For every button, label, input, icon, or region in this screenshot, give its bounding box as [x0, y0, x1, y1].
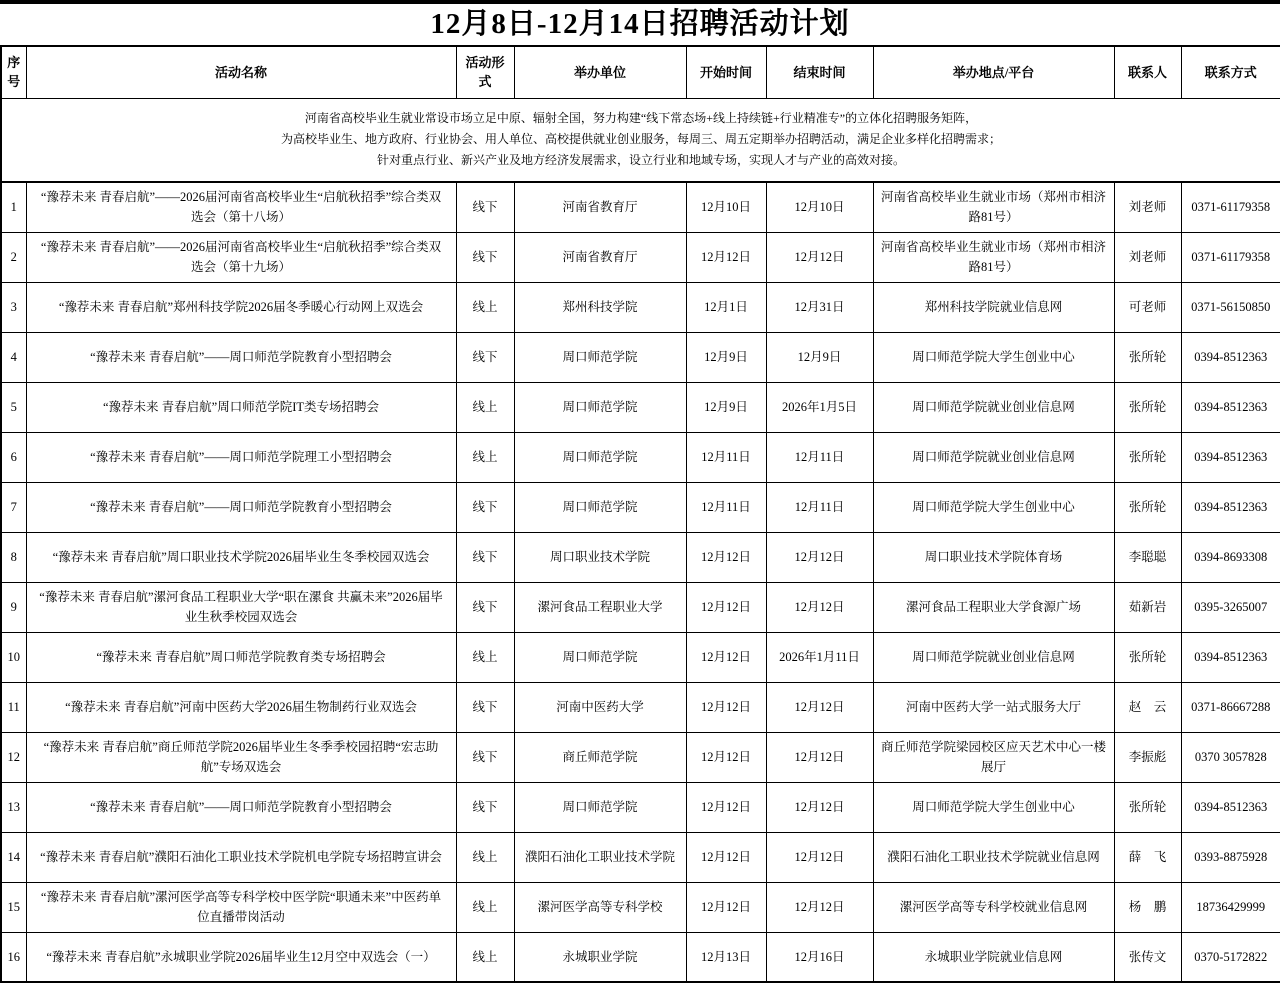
- cell-contact-phone: 0394-8512363: [1181, 632, 1280, 682]
- cell-activity-form: 线下: [456, 682, 514, 732]
- cell-activity-form: 线上: [456, 882, 514, 932]
- cell-activity-form: 线下: [456, 182, 514, 232]
- cell-serial-number: 2: [1, 232, 26, 282]
- cell-contact-phone: 0371-56150850: [1181, 282, 1280, 332]
- column-header-location: 举办地点/平台: [873, 46, 1114, 98]
- cell-start-time: 12月11日: [686, 482, 766, 532]
- cell-contact-person: 李振彪: [1114, 732, 1181, 782]
- table-row: [1, 582, 1280, 632]
- cell-contact-phone: 18736429999: [1181, 882, 1280, 932]
- table-row: [1, 732, 1280, 782]
- cell-organizer: 河南省教育厅: [514, 182, 686, 232]
- cell-contact-phone: 0394-8512363: [1181, 432, 1280, 482]
- cell-location-platform: 漯河医学高等专科学校就业信息网: [873, 882, 1114, 932]
- cell-location-platform: 商丘师范学院梁园校区应天艺术中心一楼展厅: [873, 732, 1114, 782]
- cell-activity-form: 线下: [456, 232, 514, 282]
- column-header-contact: 联系人: [1114, 46, 1181, 98]
- cell-activity-name: “豫荐未来 青春启航”濮阳石油化工职业技术学院机电学院专场招聘宣讲会: [26, 832, 456, 882]
- cell-end-time: 12月12日: [766, 782, 873, 832]
- cell-activity-form: 线下: [456, 532, 514, 582]
- cell-serial-number: 1: [1, 182, 26, 232]
- header-row: [1, 46, 1280, 98]
- cell-activity-form: 线上: [456, 632, 514, 682]
- column-header-activity-name: 活动名称: [26, 46, 456, 98]
- cell-start-time: 12月12日: [686, 682, 766, 732]
- table-row: [1, 782, 1280, 832]
- cell-contact-person: 刘老师: [1114, 232, 1181, 282]
- cell-contact-person: 茹新岩: [1114, 582, 1181, 632]
- cell-end-time: 12月12日: [766, 582, 873, 632]
- cell-location-platform: 漯河食品工程职业大学食源广场: [873, 582, 1114, 632]
- cell-serial-number: 5: [1, 382, 26, 432]
- cell-contact-person: 李聪聪: [1114, 532, 1181, 582]
- cell-start-time: 12月12日: [686, 732, 766, 782]
- table-row: [1, 832, 1280, 882]
- cell-contact-person: 张传文: [1114, 932, 1181, 982]
- cell-organizer: 周口师范学院: [514, 332, 686, 382]
- cell-organizer: 濮阳石油化工职业技术学院: [514, 832, 686, 882]
- cell-end-time: 12月12日: [766, 532, 873, 582]
- cell-contact-phone: 0394-8512363: [1181, 332, 1280, 382]
- cell-contact-person: 张所轮: [1114, 432, 1181, 482]
- cell-activity-name: “豫荐未来 青春启航”——周口师范学院教育小型招聘会: [26, 332, 456, 382]
- intro-line-2: 为高校毕业生、地方政府、行业协会、用人单位、高校提供就业创业服务，每周三、周五定期举办招聘活动，满足企业多样化招聘需求；: [280, 132, 1001, 147]
- schedule-table: [0, 45, 1280, 983]
- cell-organizer: 周口师范学院: [514, 632, 686, 682]
- cell-end-time: 12月12日: [766, 232, 873, 282]
- cell-serial-number: 6: [1, 432, 26, 482]
- table-row: [1, 232, 1280, 282]
- cell-contact-phone: 0371-61179358: [1181, 182, 1280, 232]
- cell-contact-phone: 0370 3057828: [1181, 732, 1280, 782]
- cell-activity-form: 线下: [456, 782, 514, 832]
- table-row: [1, 682, 1280, 732]
- cell-contact-person: 张所轮: [1114, 782, 1181, 832]
- cell-start-time: 12月12日: [686, 582, 766, 632]
- table-row: [1, 432, 1280, 482]
- cell-activity-name: “豫荐未来 青春启航”——周口师范学院教育小型招聘会: [26, 482, 456, 532]
- cell-contact-phone: 0394-8693308: [1181, 532, 1280, 582]
- cell-activity-name: “豫荐未来 青春启航”——2026届河南省高校毕业生“启航秋招季”综合类双选会（第十九场）: [26, 232, 456, 282]
- cell-serial-number: 8: [1, 532, 26, 582]
- cell-location-platform: 河南省高校毕业生就业市场（郑州市相济路81号）: [873, 232, 1114, 282]
- cell-end-time: 12月11日: [766, 432, 873, 482]
- table-row: [1, 282, 1280, 332]
- cell-end-time: 12月10日: [766, 182, 873, 232]
- cell-location-platform: 周口师范学院就业创业信息网: [873, 382, 1114, 432]
- cell-end-time: 12月16日: [766, 932, 873, 982]
- cell-serial-number: 10: [1, 632, 26, 682]
- cell-activity-form: 线下: [456, 332, 514, 382]
- cell-location-platform: 周口师范学院大学生创业中心: [873, 332, 1114, 382]
- intro-cell: [1, 98, 1280, 182]
- cell-end-time: 2026年1月11日: [766, 632, 873, 682]
- cell-location-platform: 周口职业技术学院体育场: [873, 532, 1114, 582]
- cell-organizer: 河南中医药大学: [514, 682, 686, 732]
- cell-organizer: 周口师范学院: [514, 382, 686, 432]
- cell-serial-number: 16: [1, 932, 26, 982]
- cell-contact-phone: 0394-8512363: [1181, 382, 1280, 432]
- cell-end-time: 12月12日: [766, 882, 873, 932]
- cell-serial-number: 7: [1, 482, 26, 532]
- cell-end-time: 12月12日: [766, 732, 873, 782]
- cell-organizer: 漯河食品工程职业大学: [514, 582, 686, 632]
- column-header-phone: 联系方式: [1181, 46, 1280, 98]
- cell-organizer: 漯河医学高等专科学校: [514, 882, 686, 932]
- cell-activity-name: “豫荐未来 青春启航”——周口师范学院理工小型招聘会: [26, 432, 456, 482]
- cell-activity-form: 线上: [456, 432, 514, 482]
- cell-end-time: 12月11日: [766, 482, 873, 532]
- page-title: 12月8日-12月14日招聘活动计划: [430, 8, 850, 40]
- cell-start-time: 12月10日: [686, 182, 766, 232]
- cell-serial-number: 4: [1, 332, 26, 382]
- cell-contact-phone: 0371-86667288: [1181, 682, 1280, 732]
- cell-contact-phone: 0395-3265007: [1181, 582, 1280, 632]
- cell-activity-form: 线上: [456, 382, 514, 432]
- cell-activity-name: “豫荐未来 青春启航”——2026届河南省高校毕业生“启航秋招季”综合类双选会（第十八场）: [26, 182, 456, 232]
- column-header-organizer: 举办单位: [514, 46, 686, 98]
- cell-location-platform: 周口师范学院大学生创业中心: [873, 782, 1114, 832]
- column-header-start-time: 开始时间: [686, 46, 766, 98]
- table-row: [1, 882, 1280, 932]
- cell-serial-number: 3: [1, 282, 26, 332]
- cell-activity-name: “豫荐未来 青春启航”周口职业技术学院2026届毕业生冬季校园双选会: [26, 532, 456, 582]
- cell-organizer: 周口师范学院: [514, 482, 686, 532]
- cell-activity-name: “豫荐未来 青春启航”河南中医药大学2026届生物制药行业双选会: [26, 682, 456, 732]
- cell-contact-phone: 0370-5172822: [1181, 932, 1280, 982]
- cell-end-time: 12月31日: [766, 282, 873, 332]
- cell-start-time: 12月13日: [686, 932, 766, 982]
- cell-location-platform: 周口师范学院就业创业信息网: [873, 432, 1114, 482]
- cell-activity-form: 线下: [456, 482, 514, 532]
- cell-activity-form: 线上: [456, 282, 514, 332]
- cell-organizer: 周口师范学院: [514, 782, 686, 832]
- cell-start-time: 12月9日: [686, 332, 766, 382]
- cell-start-time: 12月12日: [686, 632, 766, 682]
- cell-start-time: 12月1日: [686, 282, 766, 332]
- column-header-end-time: 结束时间: [766, 46, 873, 98]
- cell-start-time: 12月12日: [686, 232, 766, 282]
- cell-serial-number: 13: [1, 782, 26, 832]
- cell-contact-phone: 0371-61179358: [1181, 232, 1280, 282]
- cell-contact-person: 张所轮: [1114, 382, 1181, 432]
- cell-start-time: 12月9日: [686, 382, 766, 432]
- cell-start-time: 12月12日: [686, 882, 766, 932]
- cell-organizer: 周口师范学院: [514, 432, 686, 482]
- cell-organizer: 河南省教育厅: [514, 232, 686, 282]
- cell-contact-phone: 0394-8512363: [1181, 782, 1280, 832]
- cell-serial-number: 11: [1, 682, 26, 732]
- cell-end-time: 2026年1月5日: [766, 382, 873, 432]
- table-row: [1, 182, 1280, 232]
- cell-location-platform: 河南省高校毕业生就业市场（郑州市相济路81号）: [873, 182, 1114, 232]
- cell-contact-person: 可老师: [1114, 282, 1181, 332]
- cell-location-platform: 郑州科技学院就业信息网: [873, 282, 1114, 332]
- cell-contact-person: 刘老师: [1114, 182, 1181, 232]
- cell-contact-phone: 0393-8875928: [1181, 832, 1280, 882]
- cell-end-time: 12月9日: [766, 332, 873, 382]
- cell-contact-person: 张所轮: [1114, 632, 1181, 682]
- cell-contact-person: 张所轮: [1114, 482, 1181, 532]
- cell-activity-name: “豫荐未来 青春启航”永城职业学院2026届毕业生12月空中双选会（一）: [26, 932, 456, 982]
- cell-activity-form: 线下: [456, 732, 514, 782]
- cell-activity-name: “豫荐未来 青春启航”——周口师范学院教育小型招聘会: [26, 782, 456, 832]
- cell-end-time: 12月12日: [766, 682, 873, 732]
- cell-location-platform: 河南中医药大学一站式服务大厅: [873, 682, 1114, 732]
- intro-line-3: 针对重点行业、新兴产业及地方经济发展需求，设立行业和地域专场，实现人才与产业的高效对接。: [376, 153, 905, 168]
- cell-activity-name: “豫荐未来 青春启航”郑州科技学院2026届冬季暖心行动网上双选会: [26, 282, 456, 332]
- intro-row: [1, 98, 1280, 182]
- intro-line-1: 河南省高校毕业生就业常设市场立足中原、辐射全国，努力构建“线下常态场+线上持续链+行业精准专”的立体化招聘服务矩阵，: [304, 111, 978, 126]
- cell-activity-name: “豫荐未来 青春启航”周口师范学院教育类专场招聘会: [26, 632, 456, 682]
- cell-contact-person: 薛 飞: [1114, 832, 1181, 882]
- table-row: [1, 332, 1280, 382]
- cell-activity-form: 线上: [456, 932, 514, 982]
- cell-location-platform: 周口师范学院就业创业信息网: [873, 632, 1114, 682]
- cell-location-platform: 濮阳石油化工职业技术学院就业信息网: [873, 832, 1114, 882]
- cell-organizer: 郑州科技学院: [514, 282, 686, 332]
- cell-location-platform: 永城职业学院就业信息网: [873, 932, 1114, 982]
- cell-start-time: 12月11日: [686, 432, 766, 482]
- column-header-form: 活动形式: [456, 46, 514, 98]
- cell-activity-name: “豫荐未来 青春启航”漯河食品工程职业大学“职在漯食 共赢未来”2026届毕业生秋季校园双选会: [26, 582, 456, 632]
- table-row: [1, 382, 1280, 432]
- cell-start-time: 12月12日: [686, 782, 766, 832]
- cell-organizer: 商丘师范学院: [514, 732, 686, 782]
- column-header-no: 序号: [1, 46, 26, 98]
- cell-serial-number: 9: [1, 582, 26, 632]
- cell-start-time: 12月12日: [686, 532, 766, 582]
- cell-activity-form: 线下: [456, 582, 514, 632]
- cell-organizer: 周口职业技术学院: [514, 532, 686, 582]
- cell-end-time: 12月12日: [766, 832, 873, 882]
- cell-activity-name: “豫荐未来 青春启航”周口师范学院IT类专场招聘会: [26, 382, 456, 432]
- cell-contact-person: 张所轮: [1114, 332, 1181, 382]
- cell-start-time: 12月12日: [686, 832, 766, 882]
- table-row: [1, 532, 1280, 582]
- cell-serial-number: 14: [1, 832, 26, 882]
- table-row: [1, 932, 1280, 982]
- cell-activity-form: 线上: [456, 832, 514, 882]
- cell-activity-name: “豫荐未来 青春启航”商丘师范学院2026届毕业生冬季季校园招聘“宏志助航”专场双选会: [26, 732, 456, 782]
- cell-organizer: 永城职业学院: [514, 932, 686, 982]
- cell-contact-person: 杨 鹏: [1114, 882, 1181, 932]
- cell-contact-person: 赵 云: [1114, 682, 1181, 732]
- cell-serial-number: 12: [1, 732, 26, 782]
- cell-activity-name: “豫荐未来 青春启航”漯河医学高等专科学校中医学院“职通未来”中医药单位直播带岗活动: [26, 882, 456, 932]
- table-row: [1, 482, 1280, 532]
- cell-serial-number: 15: [1, 882, 26, 932]
- table-row: [1, 632, 1280, 682]
- cell-location-platform: 周口师范学院大学生创业中心: [873, 482, 1114, 532]
- cell-contact-phone: 0394-8512363: [1181, 482, 1280, 532]
- table-body: [1, 98, 1280, 982]
